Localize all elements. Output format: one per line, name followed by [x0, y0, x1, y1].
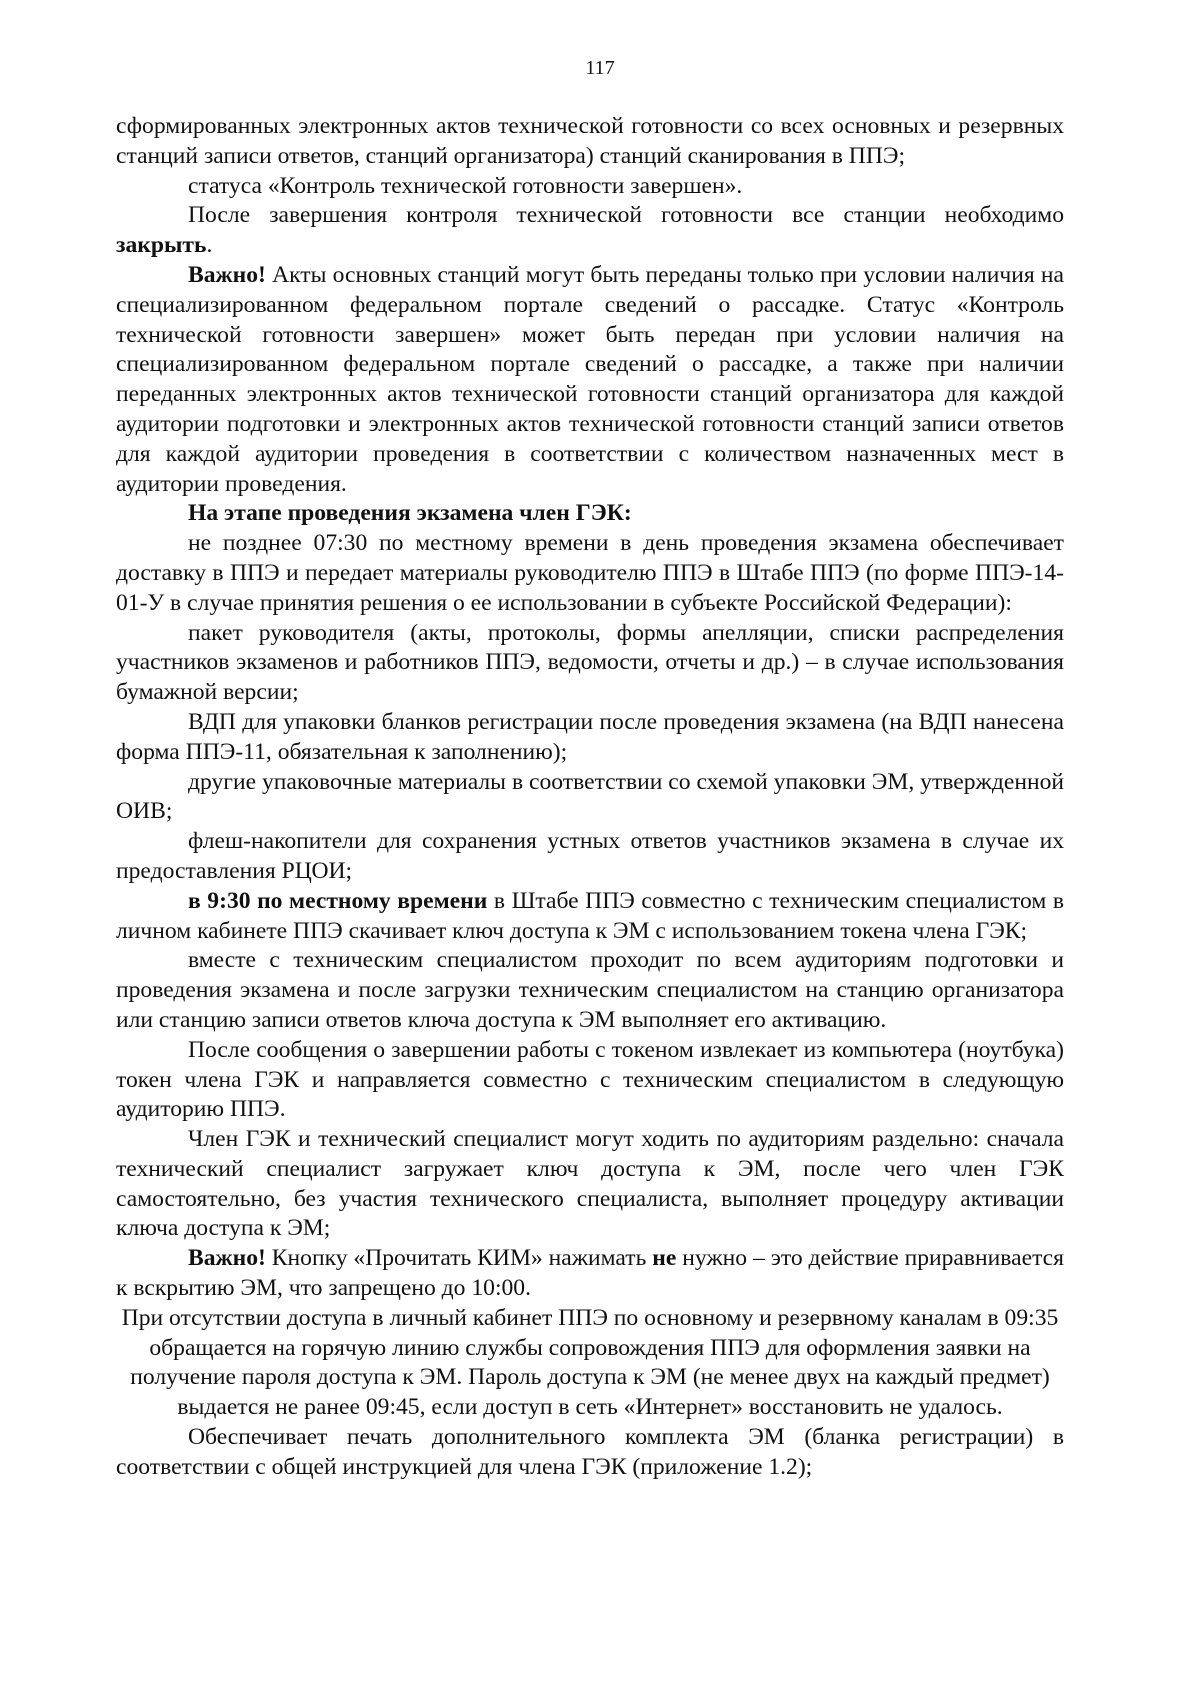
paragraph — [116, 261, 1064, 499]
paragraph — [116, 529, 1064, 618]
paragraph-text: не позднее 07:30 по местному времени в день проведения экзамена обеспечивает доставку в ППЭ и передает материалы руководителю ППЭ в Штабе ППЭ (по форме ППЭ-14-01-У в случае принятия решения о ее использовании в субъекте Российской Федерации): — [116, 530, 1064, 616]
paragraph — [116, 112, 1064, 172]
paragraph — [116, 172, 1064, 202]
paragraph-text: . — [206, 232, 213, 259]
paragraph-text: сформированных электронных актов технической готовности со всех основных и резервных станций записи ответов, станций организатора) станций сканирования в ППЭ; — [116, 113, 1064, 169]
paragraph — [116, 1304, 1064, 1423]
bold-text: закрыть — [116, 232, 207, 259]
paragraph-text: Акты основных станций могут быть переданы только при условии наличия на специализированном федеральном портале сведений о рассадке. Статус «Контроль технической готовности завершен» может быть передан при условии наличия на специализированном федеральном портале сведений о рассадке, а также при наличии переданных электронных актов технической готовности станций организатора для каждой аудитории подготовки и электронных актов технической готовности станций записи ответов для каждой аудитории проведения в соответствии с количеством назначенных мест в аудитории проведения. — [116, 261, 1064, 497]
paragraph-text: нужно – это действие приравнивается к вскрытию ЭМ, что запрещено до 10:00. — [116, 1245, 1064, 1302]
document-body — [116, 112, 1064, 1483]
paragraph — [116, 1423, 1064, 1483]
paragraph — [116, 887, 1064, 947]
paragraph — [116, 619, 1064, 708]
paragraph-text: После сообщения о завершении работы с токеном извлекает из компьютера (ноутбука) токен члена ГЭК и направляется совместно с техническим специалистом в следующую аудиторию ППЭ. — [116, 1036, 1064, 1123]
paragraph-text: другие упаковочные материалы в соответствии со схемой упаковки ЭМ, утвержденной ОИВ; — [116, 768, 1064, 825]
paragraph — [116, 1036, 1064, 1125]
paragraph-text: Обеспечивает печать дополнительного комплекта ЭМ (бланка регистрации) в соответствии с общей инструкцией для члена ГЭК (приложение 1.2); — [116, 1424, 1064, 1480]
paragraph-text: статуса «Контроль технической готовности завершен». — [188, 172, 743, 199]
paragraph-text: При отсутствии доступа в личный кабинет ППЭ по основному и резервному каналам в 09:35 обращается на горячую линию службы сопровождения ППЭ для оформления заявки на получение пароля доступа к ЭМ. Пароль доступа к ЭМ (не менее двух на каждый предмет) выдается не ранее 09:45, если доступ в сеть «Интернет» восстановить не удалось. — [121, 1304, 1059, 1421]
paragraph-text: После завершения контроля технической готовности все станции необходимо — [188, 202, 1064, 229]
paragraph — [116, 946, 1064, 1035]
bold-text: не — [652, 1245, 677, 1272]
important-label: Важно! — [188, 261, 266, 288]
paragraph-text: в Штабе ППЭ совместно с техническим специалистом в личном кабинете ППЭ скачивает ключ доступа к ЭМ с использованием токена члена ГЭК; — [116, 887, 1064, 944]
heading-text: На этапе проведения экзамена член ГЭК: — [188, 500, 632, 527]
paragraph-text: Кнопку «Прочитать КИМ» нажимать — [265, 1245, 653, 1272]
important-label: Важно! — [188, 1245, 266, 1272]
page-number: 117 — [585, 57, 615, 79]
paragraph-text: ВДП для упаковки бланков регистрации после проведения экзамена (на ВДП нанесена форма ППЭ-11, обязательная к заполнению); — [116, 708, 1064, 765]
section-heading — [116, 499, 1064, 529]
paragraph-text: пакет руководителя (акты, протоколы, формы апелляции, списки распределения участников экзаменов и работников ППЭ, ведомости, отчеты и др.) – в случае использования бумажной версии; — [116, 619, 1064, 706]
paragraph-text: Член ГЭК и технический специалист могут ходить по аудиториям раздельно: сначала технический специалист загружает ключ доступа к ЭМ, после чего член ГЭК самостоятельно, без участия технического специалиста, выполняет процедуру активации ключа доступа к ЭМ; — [116, 1126, 1064, 1242]
paragraph — [116, 827, 1064, 887]
paragraph — [116, 201, 1064, 261]
paragraph — [116, 768, 1064, 828]
paragraph — [116, 1125, 1064, 1244]
paragraph-text: вместе с техническим специалистом проходит по всем аудиториям подготовки и проведения экзамена и после загрузки техническим специалистом на станцию организатора или станцию записи ответов ключа доступа к ЭМ выполняет его активацию. — [116, 947, 1064, 1033]
paragraph — [116, 1244, 1064, 1304]
bold-text: в 9:30 по местному времени — [188, 887, 488, 914]
paragraph — [116, 708, 1064, 768]
paragraph-text: флеш-накопители для сохранения устных ответов участников экзамена в случае их предоставления РЦОИ; — [116, 828, 1064, 884]
